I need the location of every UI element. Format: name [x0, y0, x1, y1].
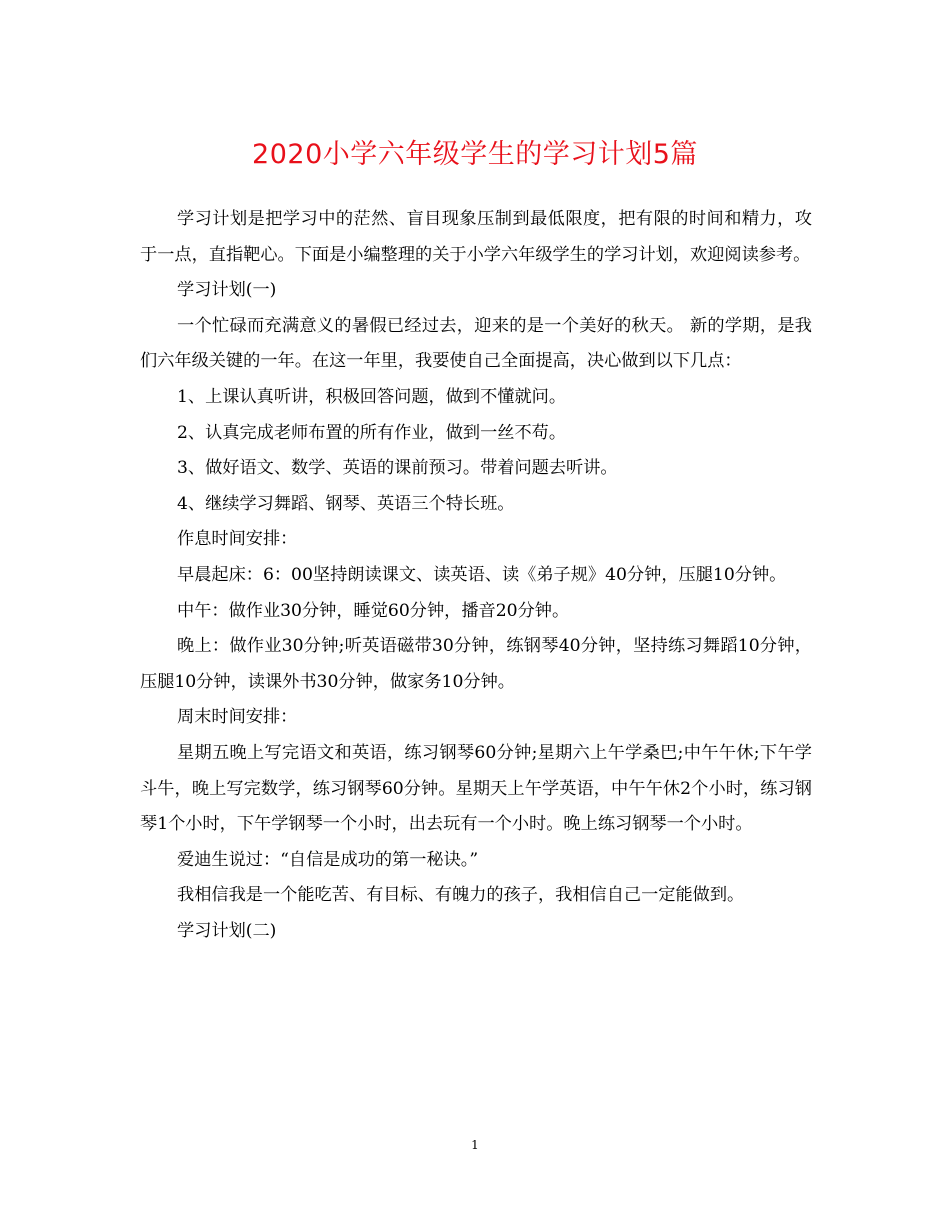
- paragraph-intro: 学习计划是把学习中的茫然、盲目现象压制到最低限度，把有限的时间和精力，攻于一点，直指靶心。下面是小编整理的关于小学六年级学生的学习计划，欢迎阅读参考。: [140, 209, 812, 265]
- document-body: [140, 202, 812, 949]
- paragraph-noon: 中午：做作业30分钟，睡觉60分钟，播音20分钟。: [177, 600, 570, 621]
- paragraph-quote: 爱迪生说过：“自信是成功的第一秘诀。”: [177, 849, 479, 870]
- document-title: 2020小学六年级学生的学习计划5篇: [252, 139, 698, 170]
- list-item-3: 3、做好语文、数学、英语的课前预习。带着问题去听讲。: [177, 458, 618, 479]
- page-number: 1: [471, 1138, 479, 1152]
- paragraph-morning: 早晨起床：6：00坚持朗读课文、读英语、读《弟子规》40分钟，压腿10分钟。: [177, 564, 787, 585]
- list-item-4: 4、继续学习舞蹈、钢琴、英语三个特长班。: [177, 493, 515, 514]
- list-item-2: 2、认真完成老师布置的所有作业，做到一丝不苟。: [177, 422, 567, 443]
- list-item-1: 1、上课认真听讲，积极回答问题，做到不懂就问。: [177, 386, 567, 407]
- subheading-weekend-schedule: 周末时间安排：: [177, 707, 298, 728]
- section-heading-plan-2: 学习计划(二): [177, 920, 277, 941]
- paragraph-evening: 晚上：做作业30分钟;听英语磁带30分钟，练钢琴40分钟，坚持练习舞蹈10分钟，压腿10分钟，读课外书30分钟，做家务10分钟。: [140, 636, 812, 692]
- paragraph-belief: 我相信我是一个能吃苦、有目标、有魄力的孩子，我相信自己一定能做到。: [177, 885, 745, 906]
- paragraph-plan-1-intro: 一个忙碌而充满意义的暑假已经过去，迎来的是一个美好的秋天。 新的学期，是我们六年级关键的一年。在这一年里，我要使自己全面提高，决心做到以下几点：: [140, 315, 812, 372]
- subheading-daily-schedule: 作息时间安排：: [177, 529, 298, 550]
- paragraph-weekend: 星期五晚上写完语文和英语，练习钢琴60分钟;星期六上午学桑巴;中午午休;下午学斗牛，晚上写完数学，练习钢琴60分钟。星期天上午学英语，中午午休2个小时，练习钢琴1个小时，下午学钢琴一个小时，出去玩有一个小时。晚上练习钢琴一个小时。: [140, 742, 812, 835]
- section-heading-plan-1: 学习计划(一): [177, 280, 277, 301]
